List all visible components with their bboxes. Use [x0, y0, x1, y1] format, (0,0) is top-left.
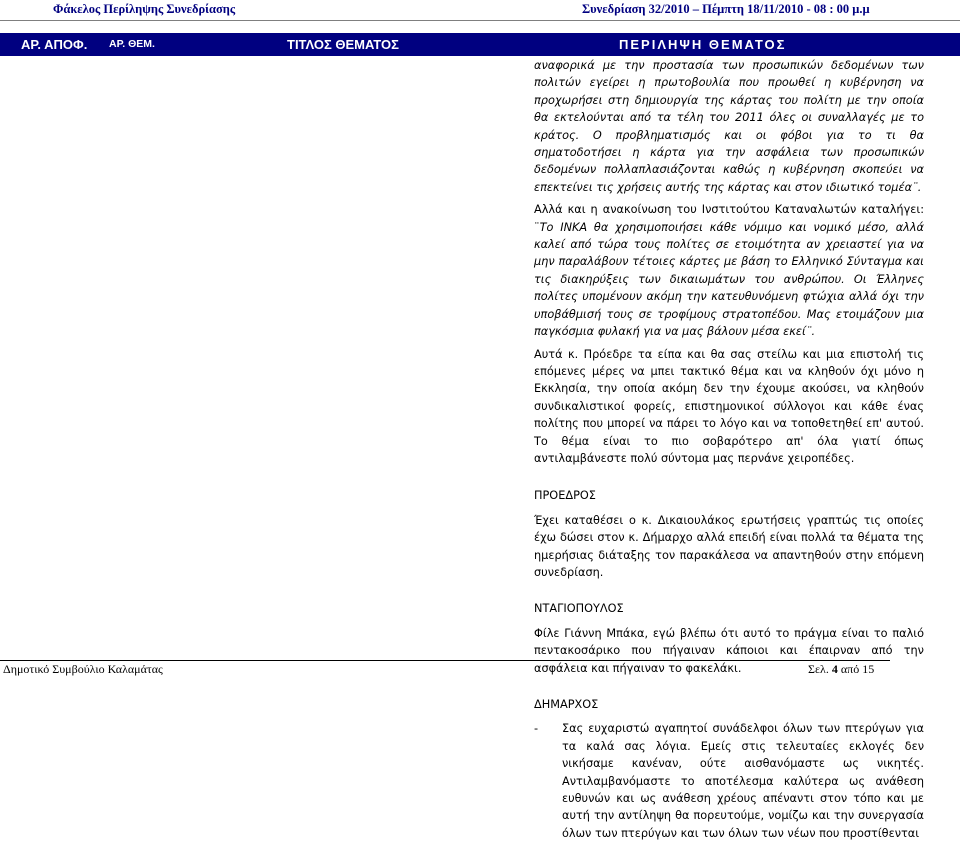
paragraph-closing-remarks: Αυτά κ. Πρόεδρε τα είπα και θα σας στείλω και μια επιστολή τις επόμενες μέρες να μπει τακτικό θέμα και να κληθούν όχι μόνο η Εκκλησία, την οποία ακόμη δεν την έχουμε ακούσει, να κληθούν συνδικαλιστικοί φορείς, επιστημονικοί σύλλογοι και κάθε ένας πολίτης που μπορεί να πάρει το λόγο και να τοποθετηθεί επ' αυτού. Το θέμα είναι το πιο σοβαρότερο απ' όλα γιατί όπως αντιλαμβάνεστε πολύ σύντομα μας περνάνε χειροπέδες.: [534, 347, 924, 465]
footer-council-name: Δημοτικό Συμβούλιο Καλαμάτας: [3, 662, 163, 676]
dash-marker: -: [534, 722, 539, 736]
footer-page-number: [808, 662, 874, 677]
speaker-mayor: ΔΗΜΑΡΧΟΣ: [534, 698, 599, 711]
footer-divider: [0, 660, 890, 661]
page-current: 4: [831, 662, 838, 676]
session-info: Συνεδρίαση 32/2010 – Πέμπτη 18/11/2010 - 08 : 00 μ.μ: [582, 2, 870, 16]
inka-quote: Το ΙΝΚΑ θα χρησιμοποιήσει κάθε νόμιμο και νομικό μέσο, αλλά καλεί από τώρα τους πολίτες σε ετοιμότητα αν χρειαστεί για να μην παραλάβουν τέτοιες κάρτες με βάση το Ελληνικό Σύνταγμα και τις διακηρύξεις των δικαιωμάτων του ανθρώπου. Οι Έλληνες πολίτες υπομένουν ακόμη την κατευθυνόμενη φτώχια αλλά όχι την υποβάθμισή τους σε τροφίμους στρατοπέδου. Μας ετοιμάζουν μια παγκόσμια φυλακή για να μας βάλουν μέσα εκεί¨.: [534, 220, 924, 339]
speaker-ntagiopoulos: ΝΤΑΓΙΟΠΟΥΛΟΣ: [534, 602, 624, 616]
paragraph-card-concerns: αναφορικά με την προστασία των προσωπικών δεδομένων των πολιτών εγείρει η πρωτοβουλία που προωθεί η κυβέρνηση να προχωρήσει στη δημιουργία της κάρτας του πολίτη με την οποία θα εκτελούνται από τα τέλη του 2011 όλες οι συναλλαγές με το κράτος. Ο προβληματισμός και οι φόβοι για το τι θα σηματοδοτήσει η κάρτα για την ασφάλεια των προσωπικών δεδομένων πολλαπλασιάζονται καθώς η κυβέρνηση σκοπεύει να επεκτείνει τις χρήσεις αυτής της κάρτας και στον ιδιωτικό τομέα¨.: [534, 59, 924, 194]
ntagiopoulos-statement: Φίλε Γιάννη Μπάκα, εγώ βλέπω ότι αυτό το πράγμα είναι το παλιό πεντακοσάρικο που πήγαιναν κάποιοι και έπαιρναν από την ασφάλεια και πήγαιναν το φακελάκι.: [534, 626, 924, 675]
page-prefix: Σελ.: [808, 662, 829, 676]
col-topic-summary: ΠΕΡΙΛΗΨΗ ΘΕΜΑΤΟΣ: [619, 37, 787, 52]
column-header-bar: [0, 33, 960, 56]
page-total: 15: [862, 662, 875, 676]
page-separator: από: [840, 662, 860, 676]
col-topic-number: ΑΡ. ΘΕΜ.: [109, 38, 155, 50]
speaker-president: ΠΡΟΕΔΡΟΣ: [534, 489, 596, 503]
document-title: Φάκελος Περίληψης Συνεδρίασης: [53, 2, 236, 16]
header-divider: [0, 20, 960, 21]
mayor-statement: Σας ευχαριστώ αγαπητοί συνάδελφοι όλων των πτερύγων για τα καλά σας λόγια. Εμείς στις τελευταίες εκλογές δεν νικήσαμε κανέναν, ούτε αισθανόμαστε ως νικητές. Αντιλαμβανόμαστε το αποτέλεσμα καλύτερα ως ανάθεση ευθυνών και ως ανάθεση χρέους απέναντι στον τόπο και με αυτή την αντίληψη θα πορευτούμε, νομίζω και την συνεργασία όλων των πτερύγων και των όλων των νέων που προστίθενται: [562, 722, 924, 840]
col-decision-number: ΑΡ. ΑΠΟΦ.: [21, 37, 88, 52]
mayor-statement-item: [534, 720, 924, 842]
paragraph-inka-statement: [534, 201, 924, 340]
inka-lead: Αλλά και η ανακοίνωση του Ινστιτούτου Καταναλωτών καταλήγει: ¨: [534, 203, 924, 234]
president-statement: Έχει καταθέσει ο κ. Δικαιουλάκος ερωτήσεις γραπτώς τις οποίες έχω δώσει στον κ. Δήμαρχο αλλά επειδή είναι πολλά τα θέματα της ημερήσιας διάταξης τον παρακάλεσα να απαντηθούν στην επόμενη συνεδρίαση.: [534, 513, 924, 579]
summary-content: [534, 57, 924, 842]
col-topic-title: ΤΙΤΛΟΣ ΘΕΜΑΤΟΣ: [287, 37, 399, 52]
